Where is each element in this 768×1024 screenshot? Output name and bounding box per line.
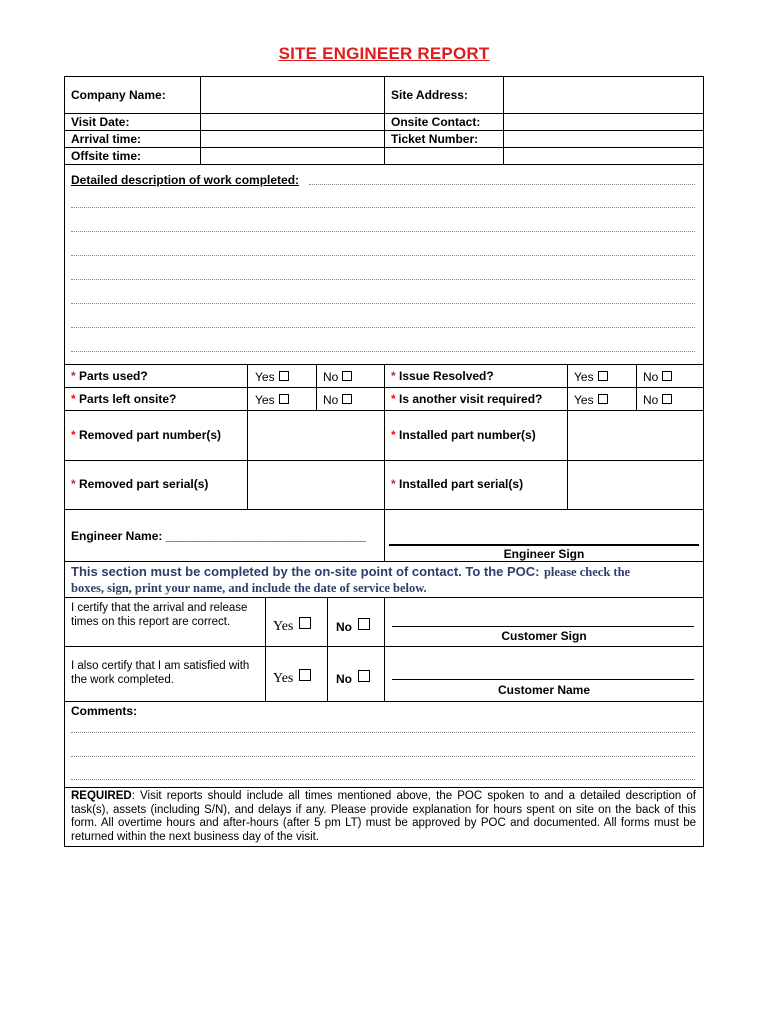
report-form bbox=[64, 76, 704, 847]
engineer-sign-line[interactable] bbox=[389, 544, 699, 546]
company-name-label: Company Name: bbox=[71, 88, 166, 102]
part-serial-row bbox=[65, 461, 703, 510]
issue-resolved-no-cell[interactable] bbox=[636, 365, 703, 387]
certify-satisfied-no-cell[interactable] bbox=[327, 647, 384, 701]
required-asterisk: * bbox=[71, 392, 76, 406]
description-line bbox=[71, 327, 695, 328]
offsite-time-field[interactable] bbox=[200, 148, 384, 164]
customer-sign-cell[interactable] bbox=[384, 598, 703, 646]
description-section[interactable] bbox=[65, 165, 703, 365]
required-asterisk: * bbox=[391, 369, 396, 383]
installed-part-number-field[interactable] bbox=[567, 411, 703, 460]
parts-left-no-cell[interactable] bbox=[316, 388, 384, 410]
no-text: No bbox=[336, 620, 352, 634]
parts-left-no[interactable] bbox=[323, 393, 352, 407]
engineer-sign-cell[interactable] bbox=[384, 510, 703, 561]
certify-times-no[interactable] bbox=[336, 618, 370, 634]
comments-label: Comments: bbox=[71, 704, 138, 718]
parts-used-row bbox=[65, 365, 703, 388]
checkbox-icon[interactable] bbox=[598, 394, 608, 404]
installed-part-serial-label bbox=[391, 477, 523, 491]
issue-resolved-label-cell bbox=[384, 365, 567, 387]
onsite-contact-label: Onsite Contact: bbox=[391, 115, 481, 129]
yes-text: Yes bbox=[273, 619, 294, 634]
another-visit-no-cell[interactable] bbox=[636, 388, 703, 410]
description-line bbox=[71, 231, 695, 232]
visit-date-row bbox=[65, 114, 703, 131]
site-address-label-cell bbox=[384, 77, 503, 113]
ticket-number-label-cell bbox=[384, 131, 503, 147]
another-visit-label-cell bbox=[384, 388, 567, 410]
another-visit-label bbox=[391, 392, 542, 406]
parts-used-yes[interactable] bbox=[255, 370, 289, 384]
checkbox-icon[interactable] bbox=[279, 371, 289, 381]
removed-part-serial-label bbox=[71, 477, 208, 491]
no-text: No bbox=[643, 393, 659, 407]
installed-part-number-text: Installed part number(s) bbox=[399, 428, 536, 442]
description-line bbox=[71, 207, 695, 208]
part-number-row bbox=[65, 411, 703, 461]
offsite-time-blank-field bbox=[503, 148, 703, 164]
parts-left-label bbox=[71, 392, 176, 406]
description-line bbox=[71, 255, 695, 256]
comments-line bbox=[71, 732, 695, 733]
parts-left-yes[interactable] bbox=[255, 393, 289, 407]
checkbox-icon[interactable] bbox=[279, 394, 289, 404]
removed-part-serial-field[interactable] bbox=[247, 461, 384, 509]
checkbox-icon[interactable] bbox=[662, 394, 672, 404]
engineer-row bbox=[65, 510, 703, 562]
ticket-number-label: Ticket Number: bbox=[391, 132, 479, 146]
checkbox-icon[interactable] bbox=[358, 618, 370, 630]
required-asterisk: * bbox=[391, 392, 396, 406]
description-line bbox=[309, 184, 695, 185]
issue-resolved-yes[interactable] bbox=[574, 370, 608, 384]
installed-part-serial-field[interactable] bbox=[567, 461, 703, 509]
engineer-name-label[interactable]: Engineer Name: ______________________________ bbox=[71, 529, 366, 543]
visit-date-label: Visit Date: bbox=[71, 115, 130, 129]
checkbox-icon[interactable] bbox=[342, 394, 352, 404]
issue-resolved-yes-cell[interactable] bbox=[567, 365, 636, 387]
parts-used-no-cell[interactable] bbox=[316, 365, 384, 387]
certify-satisfied-row bbox=[65, 647, 703, 702]
installed-part-number-label bbox=[391, 428, 536, 442]
parts-used-label bbox=[71, 369, 148, 383]
description-line bbox=[71, 279, 695, 280]
parts-left-text: Parts left onsite? bbox=[79, 392, 177, 406]
description-line bbox=[71, 303, 695, 304]
yes-text: Yes bbox=[255, 370, 275, 384]
yes-text: Yes bbox=[574, 370, 594, 384]
checkbox-icon[interactable] bbox=[299, 617, 311, 629]
poc-heading-row bbox=[65, 562, 703, 598]
poc-instruction-inline: please check the bbox=[543, 565, 631, 579]
ticket-number-field[interactable] bbox=[503, 131, 703, 147]
no-text: No bbox=[643, 370, 659, 384]
another-visit-yes[interactable] bbox=[574, 393, 608, 407]
description-label: Detailed description of work completed: bbox=[71, 173, 300, 187]
checkbox-icon[interactable] bbox=[342, 371, 352, 381]
report-title-wrap bbox=[0, 44, 768, 64]
another-visit-no[interactable] bbox=[643, 393, 672, 407]
certify-satisfied-no[interactable] bbox=[336, 670, 370, 686]
arrival-time-label: Arrival time: bbox=[71, 132, 142, 146]
certify-times-yes-cell[interactable] bbox=[265, 598, 327, 646]
certify-times-text: I certify that the arrival and release times on this report are correct. bbox=[71, 602, 248, 628]
poc-instruction: boxes, sign, print your name, and include the date of service below. bbox=[71, 581, 427, 595]
installed-part-serial-text: Installed part serial(s) bbox=[399, 477, 524, 491]
removed-part-number-text: Removed part number(s) bbox=[79, 428, 222, 442]
removed-part-number-field[interactable] bbox=[247, 411, 384, 460]
customer-name-label: Customer Name bbox=[497, 683, 591, 697]
parts-used-text: Parts used? bbox=[79, 369, 148, 383]
visit-date-field[interactable] bbox=[200, 114, 384, 130]
no-text: No bbox=[323, 370, 339, 384]
installed-part-serial-label-cell bbox=[384, 461, 567, 509]
no-text: No bbox=[336, 672, 352, 686]
certify-satisfied-yes-cell[interactable] bbox=[265, 647, 327, 701]
certify-times-yes[interactable] bbox=[273, 617, 311, 635]
poc-heading bbox=[71, 564, 699, 596]
comments-line bbox=[71, 756, 695, 757]
certify-times-row bbox=[65, 598, 703, 647]
engineer-sign-label: Engineer Sign bbox=[503, 547, 585, 561]
required-asterisk: * bbox=[71, 477, 76, 491]
site-address-label: Site Address: bbox=[391, 88, 468, 102]
site-address-field[interactable] bbox=[503, 77, 703, 113]
report-title: SITE ENGINEER REPORT bbox=[278, 44, 490, 63]
required-asterisk: * bbox=[71, 369, 76, 383]
description-line bbox=[71, 351, 695, 352]
company-name-field[interactable] bbox=[200, 77, 384, 113]
comments-section[interactable] bbox=[65, 702, 703, 788]
installed-part-number-label-cell bbox=[384, 411, 567, 460]
required-asterisk: * bbox=[71, 428, 76, 442]
checkbox-icon[interactable] bbox=[598, 371, 608, 381]
yes-text: Yes bbox=[574, 393, 594, 407]
poc-heading-text: This section must be completed by the on-site point of contact. To the POC: bbox=[71, 564, 540, 579]
offsite-time-label: Offsite time: bbox=[71, 149, 142, 163]
yes-text: Yes bbox=[273, 671, 294, 686]
parts-left-row bbox=[65, 388, 703, 411]
customer-sign-label: Customer Sign bbox=[501, 629, 587, 643]
issue-resolved-text: Issue Resolved? bbox=[399, 369, 494, 383]
removed-part-serial-text: Removed part serial(s) bbox=[79, 477, 209, 491]
checkbox-icon[interactable] bbox=[358, 670, 370, 682]
removed-part-number-label bbox=[71, 428, 221, 442]
required-notice bbox=[71, 790, 696, 844]
issue-resolved-no[interactable] bbox=[643, 370, 672, 384]
company-row bbox=[65, 77, 703, 114]
arrival-time-row bbox=[65, 131, 703, 148]
comments-line bbox=[71, 779, 695, 780]
certify-satisfied-yes[interactable] bbox=[273, 669, 311, 687]
parts-used-yes-cell[interactable] bbox=[247, 365, 316, 387]
required-text: : Visit reports should include all times mentioned above, the POC spoken to and a detailed description of task(s), assets (including S/N), and delays if any. Please provide explanation for hours spent on site on the back of this form. All overtime hours and after-hours (after 5 pm LT) must be approved by POC and documented. All forms must be returned within the next business day of the visit. bbox=[71, 790, 696, 843]
onsite-contact-label-cell bbox=[384, 114, 503, 130]
certify-satisfied-text: I also certify that I am satisfied with the work completed. bbox=[71, 660, 250, 686]
customer-name-cell[interactable] bbox=[384, 647, 703, 701]
checkbox-icon[interactable] bbox=[299, 669, 311, 681]
parts-left-yes-cell[interactable] bbox=[247, 388, 316, 410]
required-asterisk: * bbox=[391, 477, 396, 491]
yes-text: Yes bbox=[255, 393, 275, 407]
certify-times-no-cell[interactable] bbox=[327, 598, 384, 646]
customer-sign-line[interactable] bbox=[392, 626, 694, 627]
another-visit-text: Is another visit required? bbox=[399, 392, 543, 406]
offsite-time-blank-cell bbox=[384, 148, 503, 164]
arrival-time-field[interactable] bbox=[200, 131, 384, 147]
another-visit-yes-cell[interactable] bbox=[567, 388, 636, 410]
required-bold: REQUIRED bbox=[71, 790, 132, 802]
required-asterisk: * bbox=[391, 428, 396, 442]
required-notice-row bbox=[65, 788, 703, 846]
onsite-contact-field[interactable] bbox=[503, 114, 703, 130]
customer-name-line[interactable] bbox=[392, 679, 694, 680]
issue-resolved-label bbox=[391, 369, 494, 383]
offsite-time-row bbox=[65, 148, 703, 165]
checkbox-icon[interactable] bbox=[662, 371, 672, 381]
no-text: No bbox=[323, 393, 339, 407]
parts-used-no[interactable] bbox=[323, 370, 352, 384]
